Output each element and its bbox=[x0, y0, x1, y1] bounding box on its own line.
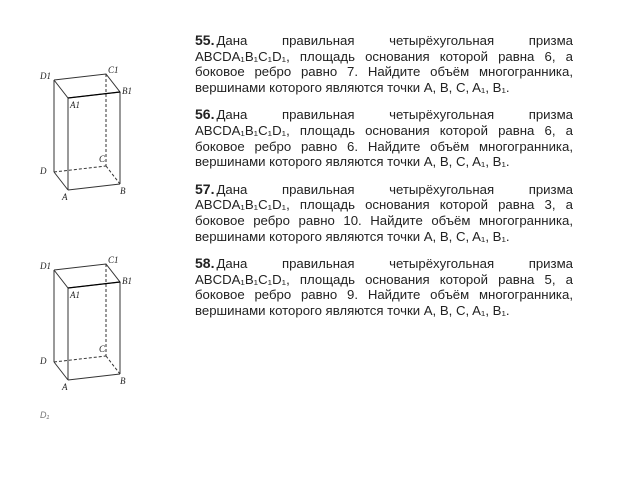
problem-number: 55. bbox=[195, 32, 215, 48]
problem-55 bbox=[195, 33, 573, 95]
vertex-label-b1: B1 bbox=[122, 86, 132, 96]
vertex-label-d1: D1 bbox=[40, 261, 51, 271]
prism-figure-2 bbox=[30, 256, 142, 394]
vertex-label-d: D bbox=[40, 166, 47, 176]
problem-57 bbox=[195, 182, 573, 244]
stray-vertex-label: D₁ bbox=[40, 410, 50, 420]
problem-number: 56. bbox=[195, 106, 215, 123]
problem-text: Дана правильная четырёхугольная призма ABCDA₁B₁C₁D₁, площадь основания которой равна 3, а боковое ребро равно 10. Найдите объём многогранника, вершинами которого являются точки A, B, C, A₁, B₁. bbox=[195, 181, 573, 244]
vertex-label-a1: A1 bbox=[70, 100, 80, 110]
problem-text: Дана правильная четырёхугольная призма ABCDA₁B₁C₁D₁, площадь основания которой равна 5, а боковое ребро равно 9. Найдите объём многогранника, вершинами которого являются точки A, B, C, A₁, B₁. bbox=[195, 256, 573, 318]
vertex-label-d: D bbox=[40, 356, 47, 366]
vertex-label-d1: D1 bbox=[40, 71, 51, 81]
problem-text: Дана правильная четырёхугольная призма ABCDA₁B₁C₁D₁, площадь основания которой равна 6, а боковое ребро равно 7. Найдите объём многогранника, вершинами которого являются точки A, B, C, A₁, B₁. bbox=[195, 33, 573, 95]
vertex-label-b: B bbox=[120, 186, 126, 196]
problem-number: 57. bbox=[195, 180, 215, 197]
vertex-label-a: A bbox=[62, 382, 68, 392]
prism-diagram bbox=[30, 256, 142, 394]
problem-58 bbox=[195, 256, 573, 318]
vertex-label-c1: C1 bbox=[108, 256, 119, 265]
problem-56 bbox=[195, 107, 573, 169]
vertex-label-b: B bbox=[120, 376, 126, 386]
problem-list bbox=[195, 33, 573, 331]
vertex-label-b1: B1 bbox=[122, 276, 132, 286]
vertex-label-c: C bbox=[99, 344, 106, 354]
problem-number: 58. bbox=[195, 255, 215, 272]
vertex-label-a: A bbox=[62, 192, 68, 202]
prism-figure-1 bbox=[30, 66, 142, 204]
vertex-label-c: C bbox=[99, 154, 106, 164]
problem-text: Дана правильная четырёхугольная призма ABCDA₁B₁C₁D₁, площадь основания которой равна 6, а боковое ребро равно 6. Найдите объём многогранника, вершинами которого являются точки A, B, C, A₁, B₁. bbox=[195, 107, 573, 170]
vertex-label-c1: C1 bbox=[108, 66, 119, 75]
prism-diagram bbox=[30, 66, 142, 204]
vertex-label-a1: A1 bbox=[70, 290, 80, 300]
